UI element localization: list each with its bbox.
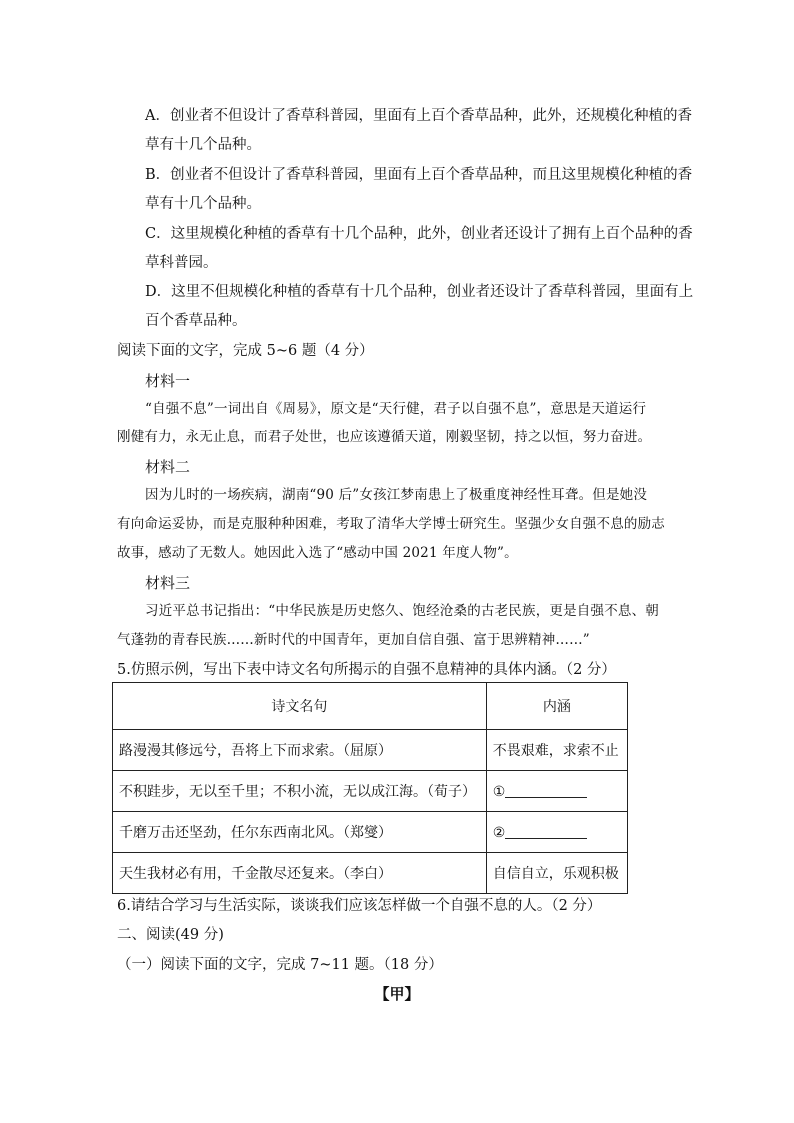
answer-cell-1[interactable] (486, 771, 627, 812)
table-row (113, 730, 628, 771)
option-a-line2: 草有十几个品种。 (145, 137, 261, 153)
poem-table (112, 682, 628, 894)
question-6: 6.请结合学习与生活实际，谈谈我们应该怎样做一个自强不息的人。（2 分） (117, 898, 602, 914)
material-3-line2: 气蓬勃的青春民族……新时代的中国青年，更加自信自强、富于思辨精神……” (117, 632, 590, 648)
answer-cell-2[interactable] (486, 812, 627, 853)
table-row (113, 853, 628, 894)
material-2-line3: 故事，感动了无数人。她因此入选了“感动中国 2021 年度人物”。 (117, 545, 518, 561)
quote-cell: 天生我材必有用，千金散尽还复来。（李白） (113, 853, 487, 894)
material-2-line2: 有向命运妥协，而是克服种种困难，考取了清华大学博士研究生。坚强少女自强不息的励志 (117, 516, 665, 532)
material-3-title: 材料三 (145, 574, 191, 592)
table-row (113, 771, 628, 812)
material-1-line2: 刚健有力，永无止息，而君子处世，也应该遵循天道，刚毅坚韧，持之以恒，努力奋进。 (117, 429, 652, 445)
material-3-line1: 习近平总书记指出：“中华民族是历史悠久、饱经沧桑的古老民族，更是自强不息、朝 (145, 603, 660, 619)
question-5: 5.仿照示例，写出下表中诗文名句所揭示的自强不息精神的具体内涵。（2 分） (117, 662, 616, 678)
meaning-cell: 自信自立，乐观积极 (486, 853, 627, 894)
meaning-cell: 不畏艰难，求索不止 (486, 730, 627, 771)
material-1-title: 材料一 (145, 372, 191, 390)
quote-cell: 千磨万击还坚劲，任尔东西南北风。（郑燮） (113, 812, 487, 853)
reading-intro: 阅读下面的文字，完成 5~6 题（4 分） (117, 343, 374, 359)
answer-marker-1: ① (492, 783, 506, 800)
option-d-line2: 百个香草品种。 (145, 313, 247, 329)
answer-blank-2[interactable] (505, 824, 587, 839)
option-b-line1: B．创业者不但设计了香草科普园，里面有上百个香草品种，而且这里规模化种植的香 (145, 167, 693, 183)
option-a-line1: A．创业者不但设计了香草科普园，里面有上百个香草品种，此外，还规模化种植的香 (145, 108, 692, 124)
answer-blank-1[interactable] (505, 783, 587, 798)
answer-marker-2: ② (492, 824, 506, 841)
section-2-heading: 二、阅读(49 分) (117, 927, 224, 943)
table-header-row (113, 683, 628, 730)
option-d-line1: D．这里不但规模化种植的香草有十几个品种，创业者还设计了香草科普园，里面有上 (145, 284, 694, 300)
passage-jia-title: 【甲】 (374, 985, 420, 1003)
quote-cell: 不积跬步，无以至千里；不积小流，无以成江海。（荀子） (113, 771, 487, 812)
section-2-subheading: （一）阅读下面的文字，完成 7~11 题。（18 分） (117, 957, 443, 973)
material-2-line1: 因为儿时的一场疾病，湖南“90 后”女孩江梦南患上了极重度神经性耳聋。但是她没 (145, 487, 648, 503)
table-row (113, 812, 628, 853)
option-c-line1: C．这里规模化种植的香草有十几个品种，此外，创业者还设计了拥有上百个品种的香 (145, 226, 693, 242)
option-b-line2: 草有十几个品种。 (145, 196, 261, 212)
material-1-line1: “自强不息”一词出自《周易》，原文是“天行健，君子以自强不息”，意思是天道运行 (145, 401, 647, 417)
header-quote: 诗文名句 (113, 683, 487, 730)
option-c-line2: 草科普园。 (145, 255, 218, 271)
material-2-title: 材料二 (145, 458, 191, 476)
header-meaning: 内涵 (486, 683, 627, 730)
quote-cell: 路漫漫其修远兮，吾将上下而求索。（屈原） (113, 730, 487, 771)
